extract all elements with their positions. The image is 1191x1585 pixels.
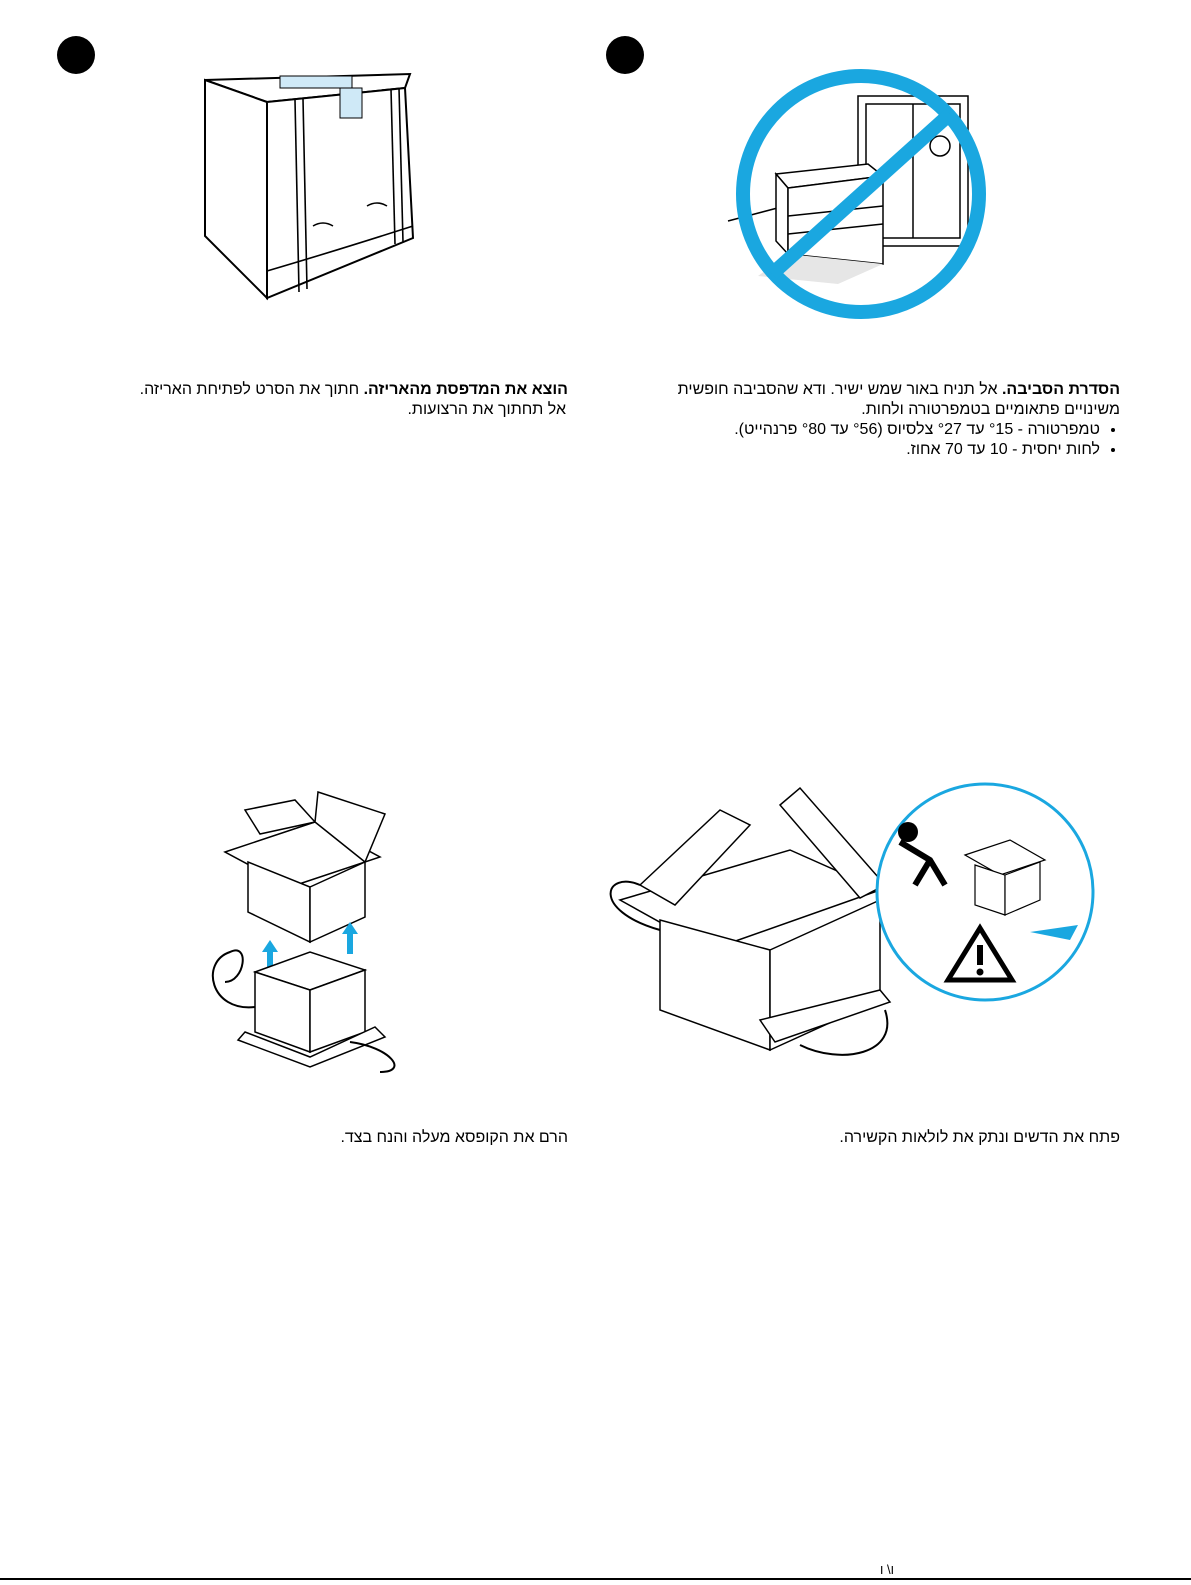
environment-line1 (630, 380, 1120, 400)
unpack-line1 (60, 380, 568, 400)
footer-mark: ו\ ו (880, 1562, 894, 1577)
environment-title: הסדרת הסביבה. (1001, 381, 1120, 398)
unpack-body-2: אל תחתוך את הרצועות. (407, 401, 566, 418)
environment-bullet-list (630, 420, 1120, 460)
environment-body-2: משינויים פתאומיים בטמפרטורה ולחות. (861, 401, 1120, 418)
step-marker-environment (606, 36, 644, 74)
unpack-body-1: חתוך את הסרט לפתיחת האריזה. (139, 381, 364, 398)
environment-instructions (630, 380, 1120, 460)
bullet-temperature: • טמפרטורה - °15 עד °27 צלסיוס (°56 עד °80 פרנהייט). (630, 420, 1100, 440)
open-flaps-caption: פתח את הדשים ונתק את לולאות הקשירה. (839, 1129, 1120, 1146)
bullet-humidity: • לחות יחסית - 10 עד 70 אחוז. (630, 440, 1100, 460)
no-sunlight-icon (718, 66, 1008, 321)
open-flaps-icon (600, 780, 1100, 1070)
unpack-instructions (60, 380, 568, 420)
environment-body-1: אל תניח באור שמש ישיר. ודא שהסביבה חופשית (677, 381, 1002, 398)
unpack-title: הוצא את המדפסת מהאריזה. (363, 381, 568, 398)
lift-box-caption: הרם את הקופסא מעלה והנח בצד. (340, 1129, 568, 1146)
warning-inset (877, 784, 1093, 1000)
step-marker-unpack (57, 36, 95, 74)
bottom-rule (0, 1578, 1191, 1580)
lift-box-icon (200, 782, 420, 1077)
taped-box-icon (195, 66, 425, 306)
